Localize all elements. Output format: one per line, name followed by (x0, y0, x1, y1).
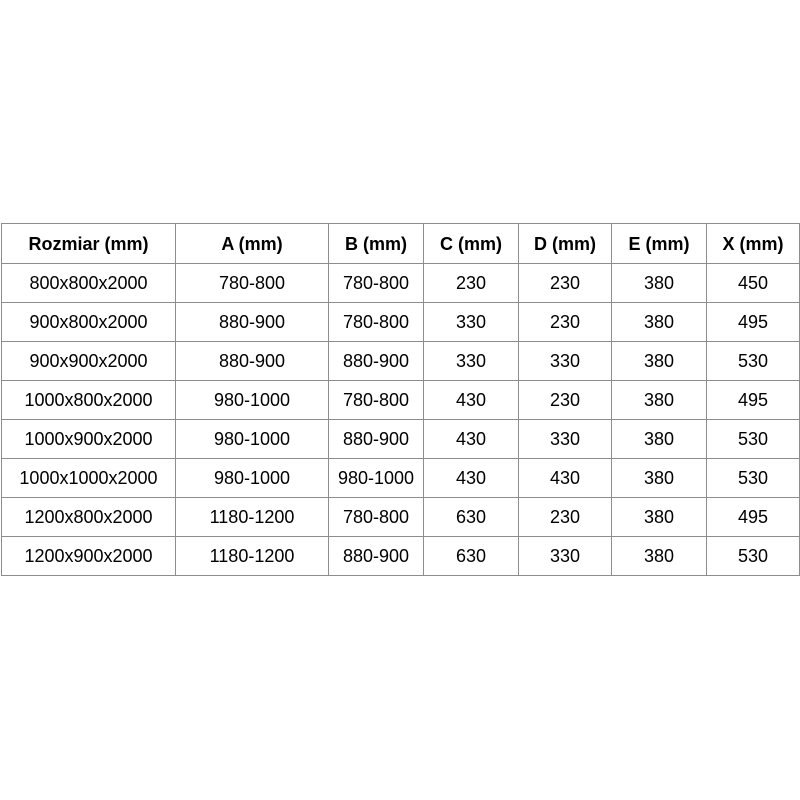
table-cell: 380 (612, 420, 707, 459)
table-cell: 980-1000 (176, 420, 329, 459)
table-cell: 1000x900x2000 (2, 420, 176, 459)
column-header-rozmiar: Rozmiar (mm) (2, 224, 176, 264)
table-cell: 880-900 (329, 537, 424, 576)
table-cell: 780-800 (329, 381, 424, 420)
table-cell: 800x800x2000 (2, 264, 176, 303)
table-cell: 980-1000 (329, 459, 424, 498)
table-cell: 380 (612, 303, 707, 342)
table-cell: 630 (424, 498, 519, 537)
table-cell: 1200x900x2000 (2, 537, 176, 576)
table-cell: 900x800x2000 (2, 303, 176, 342)
table-row (2, 420, 800, 459)
table-cell: 1180-1200 (176, 498, 329, 537)
table-row (2, 264, 800, 303)
table-cell: 630 (424, 537, 519, 576)
table-cell: 1000x800x2000 (2, 381, 176, 420)
table-cell: 230 (519, 381, 612, 420)
table-cell: 230 (519, 303, 612, 342)
column-header-x: X (mm) (707, 224, 800, 264)
table-cell: 230 (519, 264, 612, 303)
table-cell: 330 (519, 342, 612, 381)
table-cell: 330 (424, 342, 519, 381)
dimensions-table (1, 223, 800, 576)
table-cell: 380 (612, 264, 707, 303)
table-cell: 530 (707, 420, 800, 459)
table-cell: 450 (707, 264, 800, 303)
table-cell: 380 (612, 342, 707, 381)
table-cell: 880-900 (329, 420, 424, 459)
table-cell: 495 (707, 381, 800, 420)
table-cell: 330 (519, 420, 612, 459)
table-cell: 1200x800x2000 (2, 498, 176, 537)
column-header-a: A (mm) (176, 224, 329, 264)
table-cell: 430 (519, 459, 612, 498)
table-cell: 495 (707, 498, 800, 537)
table-cell: 230 (519, 498, 612, 537)
table-cell: 880-900 (176, 342, 329, 381)
table-row (2, 303, 800, 342)
table-cell: 530 (707, 459, 800, 498)
table-cell: 880-900 (176, 303, 329, 342)
table-cell: 380 (612, 498, 707, 537)
table-cell: 1000x1000x2000 (2, 459, 176, 498)
column-header-c: C (mm) (424, 224, 519, 264)
table-row (2, 459, 800, 498)
table-row (2, 498, 800, 537)
table-cell: 495 (707, 303, 800, 342)
table-cell: 780-800 (329, 498, 424, 537)
table-cell: 530 (707, 342, 800, 381)
table-cell: 880-900 (329, 342, 424, 381)
table-cell: 430 (424, 381, 519, 420)
table-cell: 380 (612, 381, 707, 420)
table-cell: 380 (612, 459, 707, 498)
column-header-d: D (mm) (519, 224, 612, 264)
table-cell: 900x900x2000 (2, 342, 176, 381)
table-cell: 430 (424, 459, 519, 498)
table-cell: 780-800 (329, 303, 424, 342)
table-cell: 380 (612, 537, 707, 576)
table-cell: 980-1000 (176, 459, 329, 498)
table-cell: 780-800 (329, 264, 424, 303)
table-cell: 430 (424, 420, 519, 459)
table-cell: 780-800 (176, 264, 329, 303)
table-cell: 980-1000 (176, 381, 329, 420)
table-header-row (2, 224, 800, 264)
table-cell: 330 (424, 303, 519, 342)
table-row (2, 537, 800, 576)
table-cell: 1180-1200 (176, 537, 329, 576)
column-header-b: B (mm) (329, 224, 424, 264)
table-body (2, 264, 800, 576)
table-row (2, 381, 800, 420)
table-cell: 530 (707, 537, 800, 576)
table-cell: 330 (519, 537, 612, 576)
table-cell: 230 (424, 264, 519, 303)
table-row (2, 342, 800, 381)
column-header-e: E (mm) (612, 224, 707, 264)
